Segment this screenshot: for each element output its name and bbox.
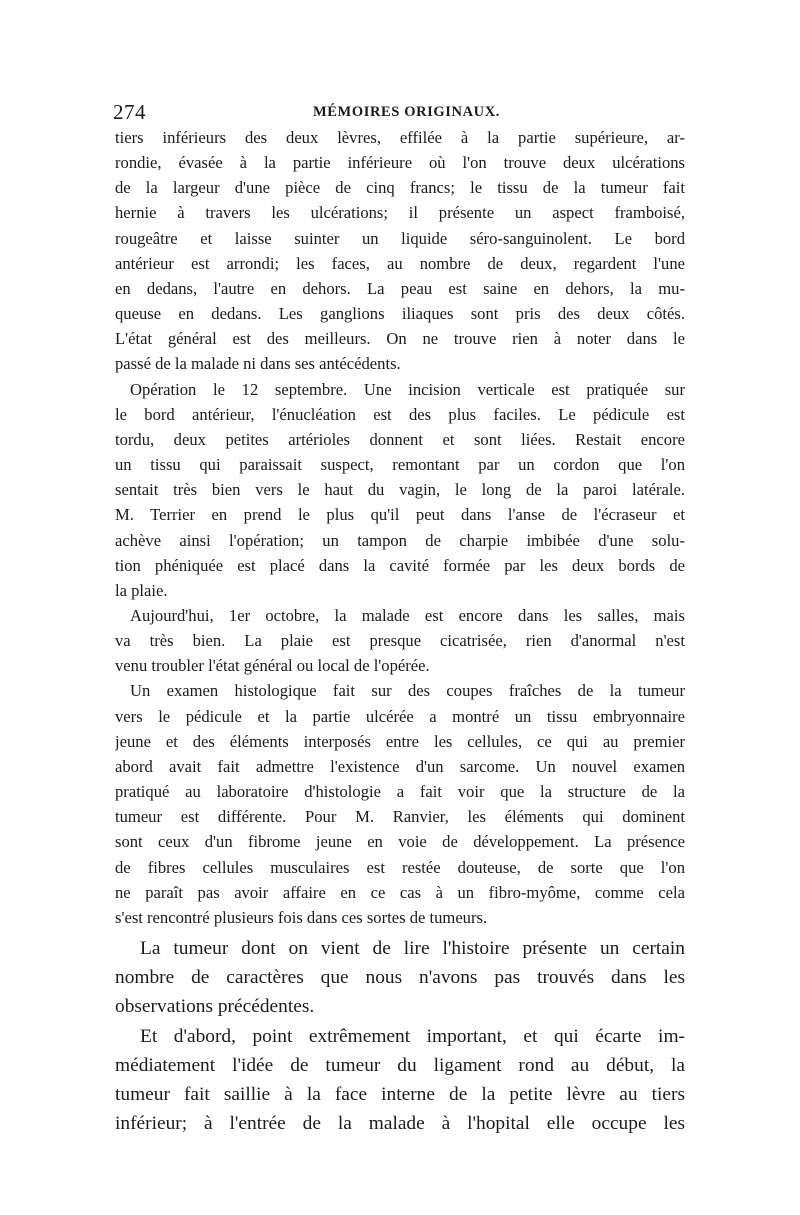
text-line: sentait très bien vers le haut du vagin, le long de la paroi latérale.: [115, 480, 685, 500]
text-line: Et d'abord, point extrêmement important, et qui écarte im-: [140, 1025, 685, 1047]
case-report-text: [115, 125, 685, 930]
text-line: La tumeur dont on vient de lire l'histoire présente un certain: [140, 938, 685, 959]
text-line: Opération le 12 septembre. Une incision verticale est pratiquée sur: [130, 379, 685, 399]
text-line: L'état général est des meilleurs. On ne trouve rien à noter dans le: [115, 329, 685, 349]
text-line: Aujourd'hui, 1er octobre, la malade est encore dans les salles, mais: [130, 605, 685, 625]
text-line: abord avait fait admettre l'existence d'un sarcome. Un nouvel examen: [115, 756, 685, 776]
text-line: passé de la malade ni dans ses antécédents.: [115, 354, 401, 374]
text-line: inférieur; à l'entrée de la malade à l'hopital elle occupe les: [115, 1113, 685, 1135]
text-line: la plaie.: [115, 580, 168, 600]
text-line: tordu, deux petites artérioles donnent et sont liées. Restait encore: [115, 429, 685, 449]
text-line: hernie à travers les ulcérations; il présente un aspect framboisé,: [115, 203, 685, 223]
text-line: le bord antérieur, l'énucléation est des plus faciles. Le pédicule est: [115, 404, 685, 424]
text-line: en dedans, l'autre en dehors. La peau est saine en dehors, la mu-: [115, 278, 685, 298]
text-line: pratiqué au laboratoire d'histologie a fait voir que la structure de la: [115, 782, 685, 802]
text-line: de la largeur d'une pièce de cinq francs; le tissu de la tumeur fait: [115, 178, 685, 198]
text-line: tion phéniquée est placé dans la cavité formée par les deux bords de: [115, 555, 685, 575]
text-line: va très bien. La plaie est presque cicatrisée, rien d'anormal n'est: [115, 631, 685, 651]
text-line: M. Terrier en prend le plus qu'il peut dans l'anse de l'écraseur et: [115, 505, 685, 525]
text-line: antérieur est arrondi; les faces, au nombre de deux, regardent l'une: [115, 253, 685, 273]
running-title: MÉMOIRES ORIGINAUX.: [313, 104, 501, 120]
text-line: médiatement l'idée de tumeur du ligament rond au début, la: [115, 1054, 685, 1076]
text-line: vers le pédicule et la partie ulcérée a montré un tissu embryonnaire: [115, 706, 685, 726]
text-line: Un examen histologique fait sur des coupes fraîches de la tumeur: [130, 681, 685, 701]
text-line: tumeur fait saillie à la face interne de la petite lèvre au tiers: [115, 1084, 685, 1106]
text-line: jeune et des éléments interposés entre les cellules, ce qui au premier: [115, 731, 685, 751]
text-line: rougeâtre et laisse suinter un liquide séro-sanguinolent. Le bord: [115, 228, 685, 248]
text-line: un tissu qui paraissait suspect, remontant par un cordon que l'on: [115, 455, 685, 475]
text-line: queuse en dedans. Les ganglions iliaques sont pris des deux côtés.: [115, 304, 685, 324]
page-number: 274: [113, 100, 146, 124]
text-line: observations précédentes.: [115, 996, 315, 1018]
text-line: ne paraît pas avoir affaire en ce cas à un fibro-myôme, comme cela: [115, 882, 685, 902]
text-line: tumeur est différente. Pour M. Ranvier, les éléments qui dominent: [115, 807, 685, 827]
text-line: sont ceux d'un fibrome jeune en voie de développement. La présence: [115, 832, 685, 852]
discussion-text: [115, 934, 685, 1138]
text-line: tiers inférieurs des deux lèvres, effilée à la partie supérieure, ar-: [115, 128, 685, 147]
text-line: de fibres cellules musculaires est restée douteuse, de sorte que l'on: [115, 857, 685, 877]
text-line: s'est rencontré plusieurs fois dans ces sortes de tumeurs.: [115, 907, 488, 927]
text-line: rondie, évasée à la partie inférieure où l'on trouve deux ulcérations: [115, 153, 685, 173]
text-line: venu troubler l'état général ou local de l'opérée.: [115, 656, 430, 676]
running-head: [113, 100, 688, 124]
text-line: achève ainsi l'opération; un tampon de charpie imbibée d'une solu-: [115, 530, 685, 550]
text-line: nombre de caractères que nous n'avons pas trouvés dans les: [115, 967, 685, 989]
